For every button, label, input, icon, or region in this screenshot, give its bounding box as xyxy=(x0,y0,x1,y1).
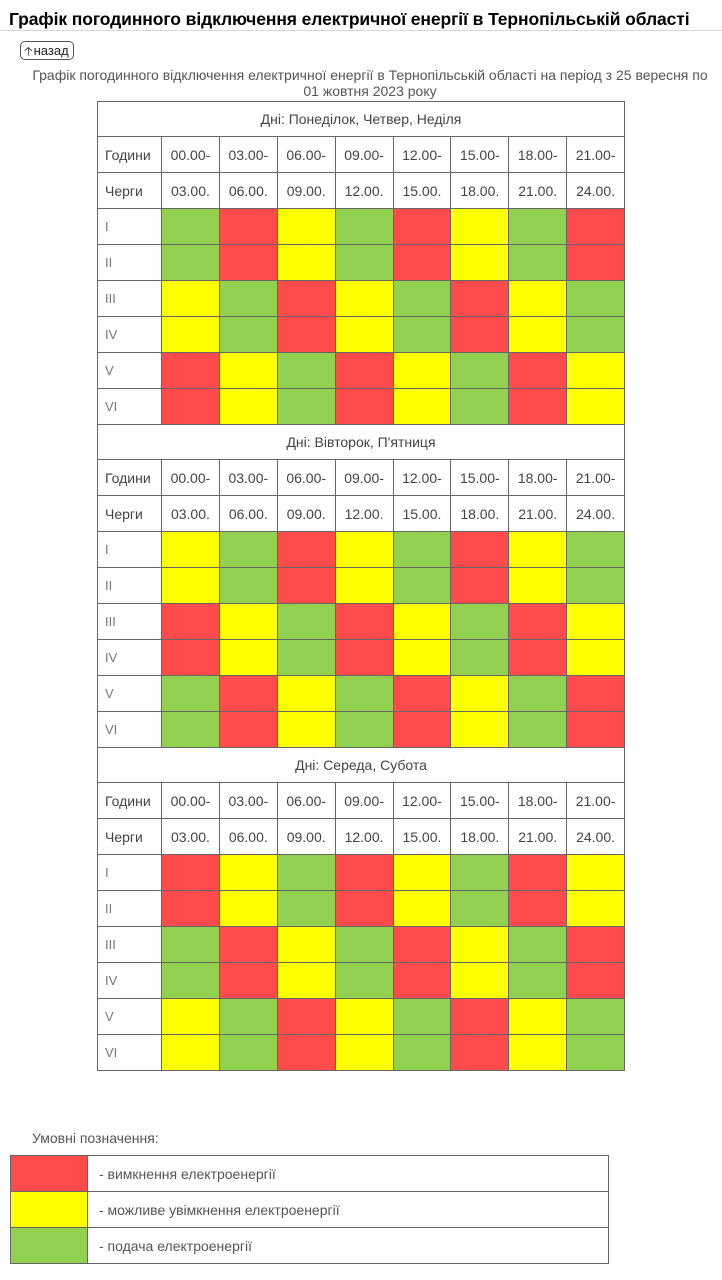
queue-row xyxy=(98,891,625,927)
status-cell xyxy=(277,891,335,927)
queue-row xyxy=(98,532,625,568)
status-cell xyxy=(162,532,220,568)
status-cell xyxy=(451,317,509,353)
status-cell xyxy=(219,568,277,604)
queue-row xyxy=(98,1035,625,1071)
legend-swatch-yellow xyxy=(11,1192,88,1228)
status-cell xyxy=(277,389,335,425)
status-cell xyxy=(451,353,509,389)
time-to-cell: 15.00. xyxy=(393,819,451,855)
status-cell xyxy=(509,963,567,999)
status-cell xyxy=(162,568,220,604)
status-cell xyxy=(335,532,393,568)
status-cell xyxy=(162,389,220,425)
queues-label: Черги xyxy=(98,496,162,532)
queues-row xyxy=(98,496,625,532)
back-button-label: назад xyxy=(33,43,69,58)
status-cell xyxy=(277,209,335,245)
queue-row xyxy=(98,927,625,963)
status-cell xyxy=(451,245,509,281)
legend-row-possible xyxy=(11,1192,609,1228)
status-cell xyxy=(277,281,335,317)
time-from-cell: 18.00- xyxy=(509,783,567,819)
status-cell xyxy=(509,927,567,963)
queue-row xyxy=(98,676,625,712)
status-cell xyxy=(393,676,451,712)
status-cell xyxy=(393,712,451,748)
status-cell xyxy=(162,1035,220,1071)
queue-label: VI xyxy=(98,389,162,425)
queue-label: I xyxy=(98,209,162,245)
status-cell xyxy=(335,999,393,1035)
time-from-cell: 03.00- xyxy=(219,137,277,173)
status-cell xyxy=(393,891,451,927)
status-cell xyxy=(509,999,567,1035)
status-cell xyxy=(509,640,567,676)
queue-label: II xyxy=(98,245,162,281)
time-to-cell: 18.00. xyxy=(451,819,509,855)
queue-row xyxy=(98,855,625,891)
status-cell xyxy=(277,604,335,640)
status-cell xyxy=(335,640,393,676)
queue-label: V xyxy=(98,676,162,712)
time-from-cell: 15.00- xyxy=(451,137,509,173)
status-cell xyxy=(567,604,625,640)
legend-swatch-green xyxy=(11,1228,88,1264)
status-cell xyxy=(162,891,220,927)
status-cell xyxy=(393,604,451,640)
status-cell xyxy=(335,963,393,999)
queue-row xyxy=(98,640,625,676)
time-from-cell: 09.00- xyxy=(335,783,393,819)
time-to-cell: 09.00. xyxy=(277,819,335,855)
status-cell xyxy=(567,209,625,245)
status-cell xyxy=(393,245,451,281)
status-cell xyxy=(567,568,625,604)
day-header-row xyxy=(98,425,625,460)
hours-label: Години xyxy=(98,137,162,173)
status-cell xyxy=(393,353,451,389)
status-cell xyxy=(509,855,567,891)
status-cell xyxy=(277,568,335,604)
status-cell xyxy=(567,676,625,712)
time-to-cell: 06.00. xyxy=(219,173,277,209)
time-to-cell: 18.00. xyxy=(451,496,509,532)
time-to-cell: 21.00. xyxy=(509,819,567,855)
status-cell xyxy=(509,317,567,353)
time-from-cell: 12.00- xyxy=(393,783,451,819)
queue-row xyxy=(98,963,625,999)
time-from-cell: 06.00- xyxy=(277,137,335,173)
time-to-cell: 24.00. xyxy=(567,819,625,855)
status-cell xyxy=(393,532,451,568)
time-from-cell: 18.00- xyxy=(509,460,567,496)
status-cell xyxy=(335,281,393,317)
status-cell xyxy=(219,245,277,281)
time-from-cell: 03.00- xyxy=(219,783,277,819)
status-cell xyxy=(335,245,393,281)
status-cell xyxy=(509,1035,567,1071)
status-cell xyxy=(277,640,335,676)
status-cell xyxy=(219,676,277,712)
legend-label-on: - подача електроенергії xyxy=(88,1228,609,1264)
status-cell xyxy=(335,1035,393,1071)
status-cell xyxy=(509,389,567,425)
status-cell xyxy=(567,353,625,389)
time-to-cell: 18.00. xyxy=(451,173,509,209)
status-cell xyxy=(277,927,335,963)
queue-label: VI xyxy=(98,1035,162,1071)
status-cell xyxy=(509,209,567,245)
status-cell xyxy=(509,891,567,927)
status-cell xyxy=(219,1035,277,1071)
time-to-cell: 12.00. xyxy=(335,496,393,532)
status-cell xyxy=(451,855,509,891)
status-cell xyxy=(219,317,277,353)
queue-row xyxy=(98,353,625,389)
status-cell xyxy=(509,676,567,712)
queue-label: I xyxy=(98,855,162,891)
status-cell xyxy=(335,712,393,748)
time-from-cell: 09.00- xyxy=(335,460,393,496)
legend-title: Умовні позначення: xyxy=(32,1130,159,1146)
status-cell xyxy=(509,281,567,317)
status-cell xyxy=(219,604,277,640)
status-cell xyxy=(509,604,567,640)
time-to-cell: 12.00. xyxy=(335,173,393,209)
status-cell xyxy=(393,927,451,963)
queue-row xyxy=(98,317,625,353)
queues-label: Черги xyxy=(98,173,162,209)
status-cell xyxy=(567,963,625,999)
time-to-cell: 03.00. xyxy=(162,819,220,855)
status-cell xyxy=(335,389,393,425)
status-cell xyxy=(509,532,567,568)
day-header-row xyxy=(98,748,625,783)
status-cell xyxy=(567,245,625,281)
status-cell xyxy=(219,999,277,1035)
status-cell xyxy=(567,532,625,568)
queue-label: I xyxy=(98,532,162,568)
status-cell xyxy=(451,676,509,712)
time-to-cell: 21.00. xyxy=(509,496,567,532)
queue-row xyxy=(98,281,625,317)
status-cell xyxy=(335,891,393,927)
time-from-cell: 21.00- xyxy=(567,137,625,173)
queues-label: Черги xyxy=(98,819,162,855)
status-cell xyxy=(567,1035,625,1071)
status-cell xyxy=(219,927,277,963)
status-cell xyxy=(567,640,625,676)
status-cell xyxy=(393,389,451,425)
status-cell xyxy=(451,640,509,676)
status-cell xyxy=(277,245,335,281)
queue-row xyxy=(98,245,625,281)
hours-row xyxy=(98,783,625,819)
status-cell xyxy=(219,963,277,999)
time-to-cell: 03.00. xyxy=(162,173,220,209)
status-cell xyxy=(451,963,509,999)
queue-label: IV xyxy=(98,640,162,676)
legend-row-on xyxy=(11,1228,609,1264)
status-cell xyxy=(162,281,220,317)
status-cell xyxy=(451,1035,509,1071)
status-cell xyxy=(277,317,335,353)
status-cell xyxy=(393,963,451,999)
time-from-cell: 03.00- xyxy=(219,460,277,496)
time-from-cell: 00.00- xyxy=(162,137,220,173)
status-cell xyxy=(451,891,509,927)
time-from-cell: 12.00- xyxy=(393,137,451,173)
status-cell xyxy=(451,532,509,568)
time-to-cell: 12.00. xyxy=(335,819,393,855)
status-cell xyxy=(335,317,393,353)
schedule-table xyxy=(97,101,625,1071)
queues-row xyxy=(98,819,625,855)
queue-label: V xyxy=(98,353,162,389)
status-cell xyxy=(393,1035,451,1071)
time-from-cell: 00.00- xyxy=(162,783,220,819)
time-to-cell: 06.00. xyxy=(219,819,277,855)
status-cell xyxy=(393,855,451,891)
queues-row xyxy=(98,173,625,209)
queue-row xyxy=(98,604,625,640)
queue-label: IV xyxy=(98,317,162,353)
time-from-cell: 00.00- xyxy=(162,460,220,496)
legend-row-off xyxy=(11,1156,609,1192)
status-cell xyxy=(219,532,277,568)
queue-row xyxy=(98,999,625,1035)
back-button[interactable] xyxy=(20,41,74,60)
legend-table xyxy=(10,1155,609,1264)
status-cell xyxy=(567,712,625,748)
status-cell xyxy=(219,389,277,425)
time-from-cell: 09.00- xyxy=(335,137,393,173)
status-cell xyxy=(451,999,509,1035)
status-cell xyxy=(277,532,335,568)
status-cell xyxy=(162,712,220,748)
status-cell xyxy=(219,640,277,676)
status-cell xyxy=(451,927,509,963)
status-cell xyxy=(162,999,220,1035)
hours-row xyxy=(98,460,625,496)
status-cell xyxy=(277,676,335,712)
queue-label: III xyxy=(98,604,162,640)
status-cell xyxy=(393,999,451,1035)
page-title: Графік погодинного відключення електричної енергії в Тернопільській області xyxy=(9,9,690,29)
status-cell xyxy=(162,640,220,676)
time-from-cell: 12.00- xyxy=(393,460,451,496)
queue-label: II xyxy=(98,568,162,604)
hours-label: Години xyxy=(98,783,162,819)
status-cell xyxy=(451,568,509,604)
status-cell xyxy=(219,209,277,245)
time-from-cell: 06.00- xyxy=(277,460,335,496)
queue-label: V xyxy=(98,999,162,1035)
status-cell xyxy=(335,604,393,640)
status-cell xyxy=(162,676,220,712)
status-cell xyxy=(162,317,220,353)
day-label: Дні: Вівторок, П'ятниця xyxy=(98,425,625,460)
status-cell xyxy=(277,999,335,1035)
status-cell xyxy=(162,604,220,640)
queue-row xyxy=(98,389,625,425)
status-cell xyxy=(335,855,393,891)
queue-row xyxy=(98,712,625,748)
time-to-cell: 03.00. xyxy=(162,496,220,532)
status-cell xyxy=(393,209,451,245)
queue-label: III xyxy=(98,281,162,317)
status-cell xyxy=(451,712,509,748)
time-to-cell: 06.00. xyxy=(219,496,277,532)
status-cell xyxy=(162,353,220,389)
time-to-cell: 24.00. xyxy=(567,496,625,532)
status-cell xyxy=(219,281,277,317)
day-label: Дні: Середа, Субота xyxy=(98,748,625,783)
time-to-cell: 09.00. xyxy=(277,496,335,532)
status-cell xyxy=(219,712,277,748)
status-cell xyxy=(162,963,220,999)
time-from-cell: 21.00- xyxy=(567,460,625,496)
day-label: Дні: Понеділок, Четвер, Неділя xyxy=(98,102,625,137)
title-divider xyxy=(0,30,722,31)
status-cell xyxy=(451,604,509,640)
status-cell xyxy=(162,209,220,245)
status-cell xyxy=(219,855,277,891)
queue-row xyxy=(98,568,625,604)
queue-label: VI xyxy=(98,712,162,748)
status-cell xyxy=(335,209,393,245)
status-cell xyxy=(219,353,277,389)
legend-swatch-red xyxy=(11,1156,88,1192)
status-cell xyxy=(393,317,451,353)
status-cell xyxy=(451,209,509,245)
status-cell xyxy=(393,568,451,604)
status-cell xyxy=(162,855,220,891)
status-cell xyxy=(509,712,567,748)
queue-label: IV xyxy=(98,963,162,999)
status-cell xyxy=(277,353,335,389)
status-cell xyxy=(567,389,625,425)
queue-label: III xyxy=(98,927,162,963)
status-cell xyxy=(567,891,625,927)
status-cell xyxy=(335,676,393,712)
status-cell xyxy=(277,712,335,748)
status-cell xyxy=(509,353,567,389)
status-cell xyxy=(162,927,220,963)
hours-label: Години xyxy=(98,460,162,496)
time-to-cell: 15.00. xyxy=(393,173,451,209)
time-from-cell: 06.00- xyxy=(277,783,335,819)
time-to-cell: 09.00. xyxy=(277,173,335,209)
status-cell xyxy=(277,1035,335,1071)
status-cell xyxy=(567,281,625,317)
time-from-cell: 15.00- xyxy=(451,783,509,819)
status-cell xyxy=(567,855,625,891)
status-cell xyxy=(393,640,451,676)
status-cell xyxy=(335,927,393,963)
hours-row xyxy=(98,137,625,173)
queue-label: II xyxy=(98,891,162,927)
arrow-up-icon: 🡡 xyxy=(24,44,33,58)
time-to-cell: 15.00. xyxy=(393,496,451,532)
status-cell xyxy=(567,317,625,353)
status-cell xyxy=(567,927,625,963)
status-cell xyxy=(335,353,393,389)
status-cell xyxy=(509,568,567,604)
status-cell xyxy=(567,999,625,1035)
schedule-subtitle: Графік погодинного відключення електричної енергії в Тернопільській області на період з 25 вересня по 01 жовтня 2023 року xyxy=(32,67,708,99)
status-cell xyxy=(451,281,509,317)
legend-label-possible: - можливе увімкнення електроенергії xyxy=(88,1192,609,1228)
time-from-cell: 15.00- xyxy=(451,460,509,496)
time-from-cell: 21.00- xyxy=(567,783,625,819)
status-cell xyxy=(509,245,567,281)
time-to-cell: 24.00. xyxy=(567,173,625,209)
status-cell xyxy=(335,568,393,604)
day-header-row xyxy=(98,102,625,137)
status-cell xyxy=(277,855,335,891)
time-to-cell: 21.00. xyxy=(509,173,567,209)
status-cell xyxy=(451,389,509,425)
status-cell xyxy=(162,245,220,281)
queue-row xyxy=(98,209,625,245)
status-cell xyxy=(393,281,451,317)
time-from-cell: 18.00- xyxy=(509,137,567,173)
status-cell xyxy=(219,891,277,927)
status-cell xyxy=(277,963,335,999)
legend-label-off: - вимкнення електроенергії xyxy=(88,1156,609,1192)
